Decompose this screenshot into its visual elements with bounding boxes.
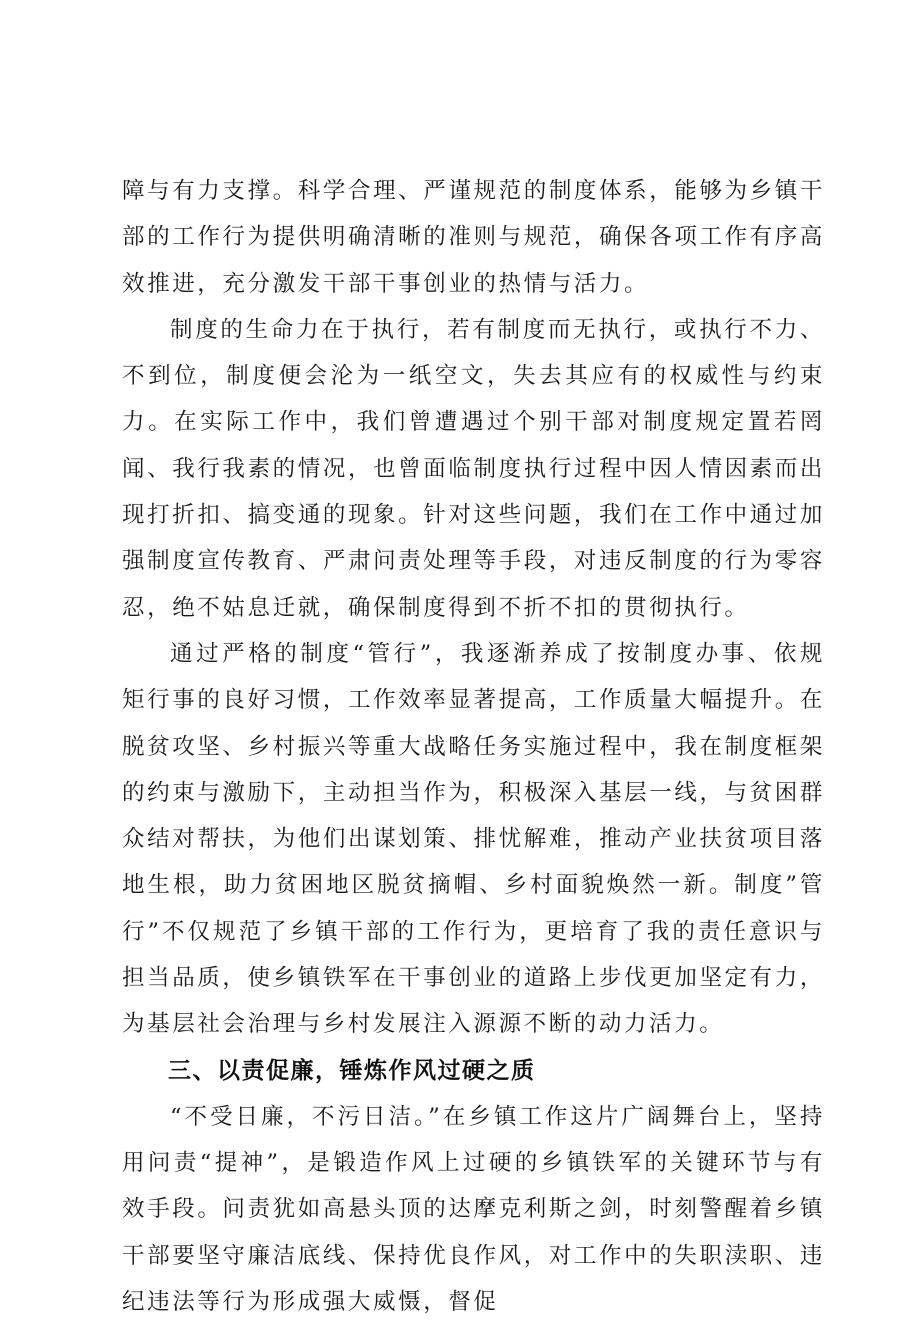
section-heading: 三、以责促廉，锤炼作风过硬之质 [168,1057,536,1084]
paragraph-system-results: 通过严格的制度“管行”，我逐渐养成了按制度办事、依规矩行事的良好习惯，工作效率显著提高，工作质量大幅提升。在脱贫攻坚、乡村振兴等重大战略任务实施过程中，我在制度框架的约束与激励下，主动担当作为，积极深入基层一线，与贫困群众结对帮扶，为他们出谋划策、排忧解难，推动产业扶贫项目落地生根，助力贫困地区脱贫摘帽、乡村面貌焕然一新。制度”管行”不仅规范了乡镇干部的工作行为，更培育了我的责任意识与担当品质，使乡镇铁军在干事创业的道路上步伐更加坚定有力，为基层社会治理与乡村发展注入源源不断的动力活力。 [122,640,825,1038]
paragraph-accountability: “不受日廉，不污日洁。”在乡镇工作这片广阔舞台上，坚持用问责“提神”，是锻造作风上过硬的乡镇铁军的关键环节与有效手段。问责犹如高悬头顶的达摩克利斯之剑，时刻警醒着乡镇干部要坚守廉洁底线、保持优良作风，对工作中的失职渎职、违纪违法等行为形成强大威慑，督促 [122,1103,825,1315]
paragraph-system-execution: 制度的生命力在于执行，若有制度而无执行，或执行不力、不到位，制度便会沦为一纸空文，失去其应有的权威性与约束力。在实际工作中，我们曾遭遇过个别干部对制度规定置若罔闻、我行我素的情况，也曾面临制度执行过程中因人情因素而出现打折扣、搞变通的现象。针对这些问题，我们在工作中通过加强制度宣传教育、严肃问责处理等手段，对违反制度的行为零容忍，绝不姑息迁就，确保制度得到不折不扣的贯彻执行。 [122,316,825,621]
paragraph-continuation: 障与有力支撑。科学合理、严谨规范的制度体系，能够为乡镇干部的工作行为提供明确清晰的准则与规范，确保各项工作有序高效推进，充分激发干部干事创业的热情与活力。 [122,178,825,297]
document-body [122,168,825,1325]
